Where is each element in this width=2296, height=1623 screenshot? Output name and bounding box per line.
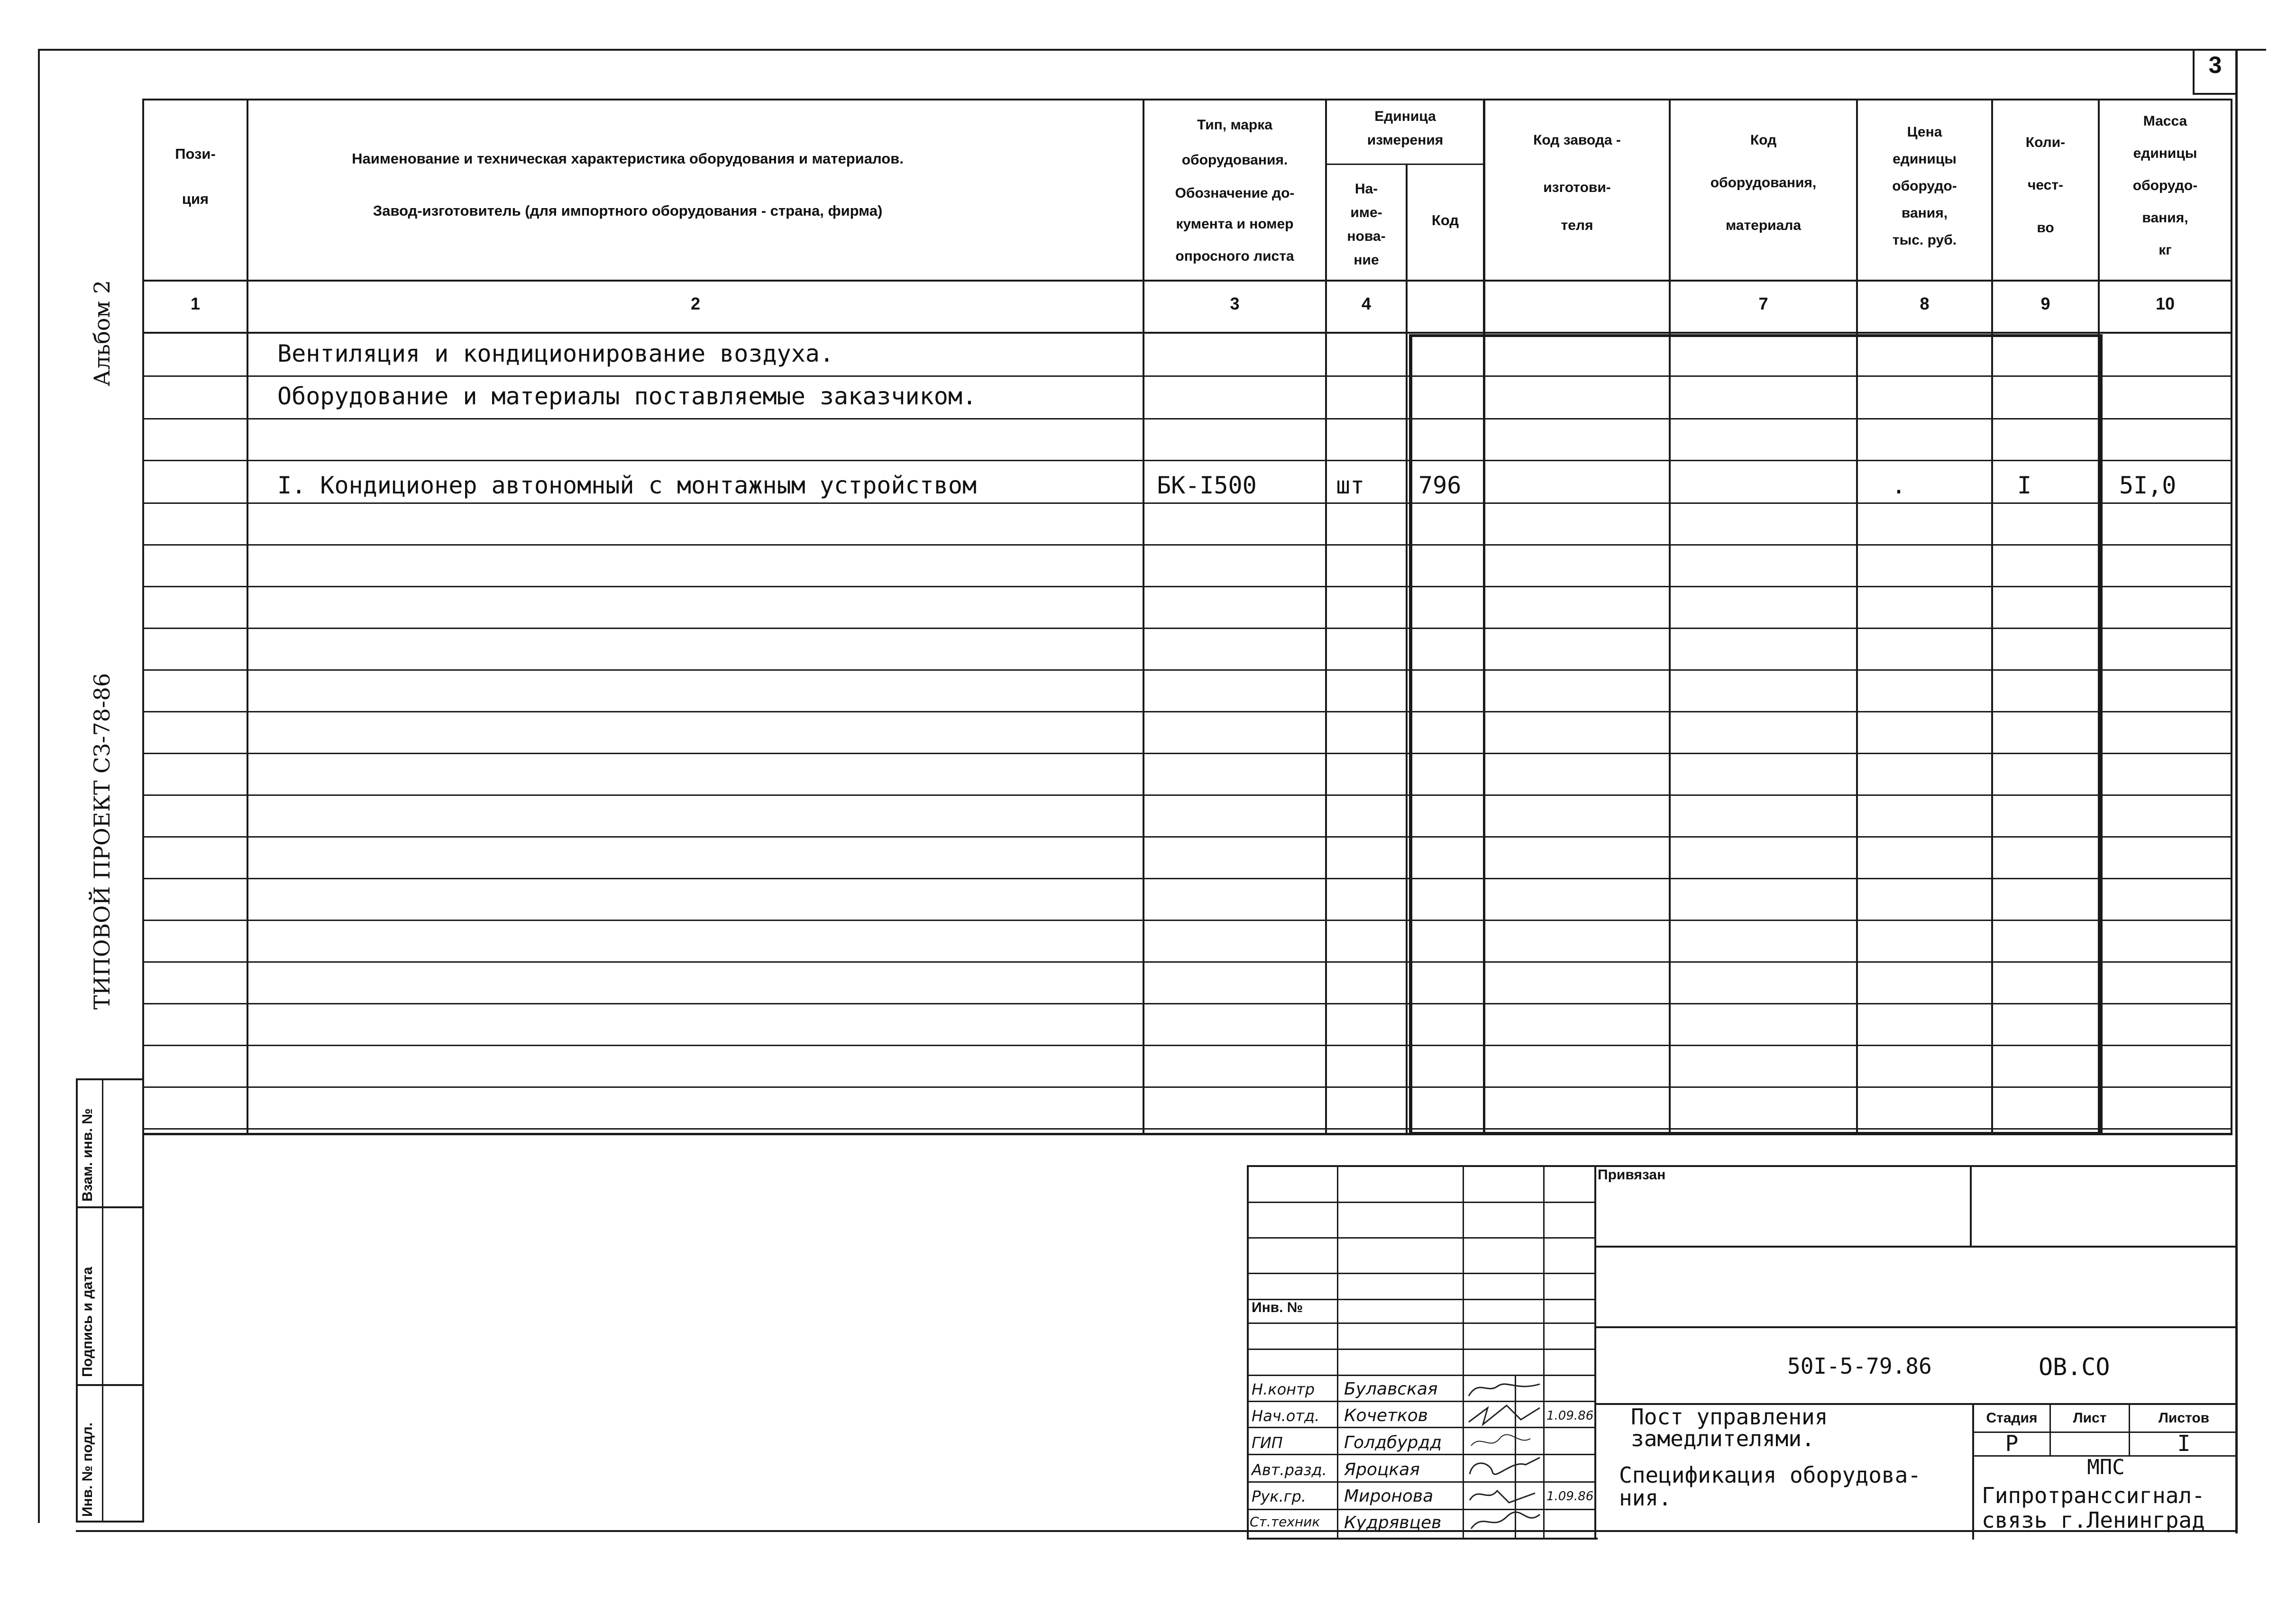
table-row-section-supplied: Оборудование и материалы поставляемые заказчиком.	[277, 383, 977, 410]
hdr-c3-e: опросного листа	[1175, 248, 1294, 264]
title-block-row-line	[1247, 1202, 1595, 1203]
tb-sheets-header: Листов	[2158, 1410, 2210, 1426]
table-row-item-type: БК-I500	[1157, 472, 1257, 499]
table-row-line	[142, 711, 2232, 712]
page-number: 3	[2208, 52, 2222, 78]
stamp-col-right2	[142, 1078, 144, 1523]
tbl-v4	[1406, 164, 1408, 1134]
tbl-v8	[1991, 99, 1993, 1134]
hdr-unit-b: измерения	[1367, 132, 1444, 148]
tb-doc-mark: ОВ.СО	[2039, 1353, 2110, 1381]
tbl-v6	[1669, 99, 1671, 1134]
hdr-c4-b: име-	[1350, 205, 1382, 220]
frame-bottom-line	[76, 1530, 2238, 1532]
hdr-c6-b: изготови-	[1543, 180, 1611, 195]
table-row-line	[142, 1045, 2232, 1046]
tb-col-sign-l	[1337, 1165, 1338, 1540]
tb-top	[1247, 1165, 2238, 1167]
hdr-c4-d: ние	[1354, 252, 1379, 268]
date-nach-otd: 1.09.86	[1546, 1409, 1594, 1423]
table-row-line	[142, 836, 2232, 838]
hdr-c10-c: оборудо-	[2132, 178, 2198, 193]
hdr-c8-c: оборудо-	[1892, 178, 1957, 194]
stamp-podpis: Подпись и дата	[80, 1267, 95, 1377]
table-row-item-qty: I	[2017, 472, 2032, 499]
tb-sheet-title-2: ния.	[1619, 1485, 1672, 1511]
stamp-col-left	[76, 1078, 78, 1523]
hdr-c10-d: вания,	[2142, 210, 2188, 226]
hdr-c4-c: нова-	[1347, 228, 1386, 244]
table-row-line	[142, 669, 2232, 671]
hdr-c3-d: кумента и номер	[1176, 216, 1294, 232]
tb-sheet-header: Лист	[2073, 1410, 2107, 1426]
table-row-item-mass: 5I,0	[2119, 472, 2177, 499]
table-row-line	[142, 920, 2232, 921]
stamp-bottom	[76, 1521, 142, 1523]
tb-privyazan-div	[1970, 1165, 1972, 1247]
header-bottom	[142, 280, 2232, 282]
project-label: ТИПОВОЙ ПРОЕКТ СЗ-78-86	[89, 673, 115, 1010]
hdr-c1-a: Пози-	[175, 146, 216, 162]
name-n-kontr: Булавская	[1344, 1379, 1438, 1399]
colnum-2: 2	[690, 294, 701, 313]
tb-privyazan-bottom	[1594, 1246, 2238, 1248]
tb-org-1: МПС	[2087, 1455, 2125, 1479]
tbl-v0	[142, 99, 144, 1134]
signature-3	[1471, 1435, 1530, 1446]
table-row-line	[142, 794, 2232, 796]
hdr-c3-c: Обозначение до-	[1175, 185, 1295, 201]
title-block-row-line	[1247, 1273, 1595, 1274]
table-row-line	[142, 375, 2232, 377]
hdr-c8-d: вания,	[1901, 205, 1948, 221]
colnum-1: 1	[190, 294, 201, 313]
table-row-line	[142, 1086, 2232, 1088]
hdr-c8-a: Цена	[1907, 124, 1942, 140]
tbl-v10	[2231, 99, 2232, 1134]
colnum-10: 10	[2155, 294, 2175, 313]
hdr-c3-a: Тип, марка	[1197, 117, 1272, 133]
table-row-item-name: I. Кондиционер автономный с монтажным устройством	[277, 472, 977, 499]
role-avt-razd: Авт.разд.	[1252, 1461, 1327, 1479]
hdr-c3-b: оборудования.	[1181, 152, 1288, 168]
tb-object-title-1: Пост управления	[1631, 1404, 1828, 1430]
hdr-c8-b: единицы	[1893, 151, 1957, 167]
tb-object-title-2: замедлителями.	[1631, 1426, 1815, 1451]
tb-stage-value: Р	[2005, 1431, 2019, 1456]
title-block-row-line	[1247, 1237, 1595, 1239]
hdr-c7-b: оборудования,	[1710, 175, 1817, 191]
table-row-line	[142, 1133, 2232, 1135]
tb-doc-code: 50I-5-79.86	[1787, 1353, 1932, 1379]
tbl-heavy-top	[1409, 334, 2103, 337]
stamp-sep2	[76, 1384, 142, 1386]
name-ruk-gr: Миронова	[1344, 1486, 1434, 1506]
table-row-line	[142, 460, 2232, 461]
page-box-bottom	[2193, 93, 2238, 95]
hdr-c2-a: Наименование и техническая характеристика оборудования и материалов.	[352, 150, 904, 167]
signature-5	[1470, 1491, 1535, 1503]
table-row-section-ventilation: Вентиляция и кондиционирование воздуха.	[277, 340, 834, 367]
tbl-top	[142, 99, 2232, 100]
hdr-c8-e: тыс. руб.	[1892, 232, 1957, 248]
name-nach-otd: Кочетков	[1344, 1406, 1428, 1425]
role-nach-otd: Нач.отд.	[1252, 1407, 1320, 1425]
hdr-c2-b: Завод-изготовитель (для импортного оборудования - страна, фирма)	[373, 202, 883, 219]
date-ruk-gr: 1.09.86	[1546, 1489, 1594, 1504]
colnum-3: 3	[1230, 294, 1240, 313]
table-row-item-unit-name: шт	[1336, 472, 1365, 499]
hdr-c10-a: Масса	[2143, 113, 2187, 129]
title-block-row-line	[1247, 1322, 1595, 1324]
signature-marks	[1464, 1375, 1545, 1538]
role-n-kontr: Н.контр	[1252, 1380, 1315, 1398]
frame-left-line	[38, 49, 40, 1523]
table-row-line	[142, 753, 2232, 754]
tbl-heavy-left	[1409, 334, 1412, 1135]
unit-group-line	[1325, 164, 1485, 165]
table-row-line	[142, 961, 2232, 963]
hdr-c1-b: ция	[182, 191, 209, 207]
stamp-inv-podl: Инв. № подл.	[80, 1422, 95, 1517]
hdr-c9-a: Коли-	[2025, 135, 2066, 150]
hdr-c9-c: во	[2037, 220, 2054, 236]
tb-org-3: связь г.Ленинград	[1982, 1507, 2205, 1533]
hdr-c7-a: Код	[1750, 132, 1777, 148]
tb-col-main	[1594, 1165, 1596, 1540]
table-row-line	[142, 544, 2232, 546]
signature-2	[1469, 1405, 1540, 1424]
tb-left	[1247, 1165, 1249, 1540]
hdr-c5: Код	[1431, 212, 1459, 228]
hdr-c7-c: материала	[1725, 218, 1802, 233]
hdr-c6-c: теля	[1561, 218, 1593, 233]
hdr-c4-a: На-	[1354, 181, 1378, 197]
tbl-v1	[247, 99, 248, 1134]
tb-stage-header: Стадия	[1986, 1410, 2038, 1426]
colnum-9: 9	[2040, 294, 2050, 313]
role-st-tekhnik: Ст.техник	[1250, 1514, 1320, 1530]
tbl-heavy-right	[2099, 334, 2103, 1135]
table-row-line	[142, 628, 2232, 629]
hdr-c9-b: чест-	[2027, 177, 2064, 193]
name-gip: Голдбурдд	[1344, 1433, 1442, 1452]
frame-right-line	[2235, 50, 2238, 1533]
table-row-item-price: .	[1892, 472, 1906, 499]
hdr-unit-a: Единица	[1374, 109, 1436, 124]
stamp-top	[76, 1078, 142, 1080]
tb-code-top	[1594, 1326, 2238, 1328]
colnum-7: 7	[1758, 294, 1768, 313]
table-row-item-unit-code: 796	[1418, 472, 1462, 499]
album-label: Альбом 2	[89, 280, 115, 386]
tb-inv-no: Инв. №	[1252, 1300, 1303, 1315]
hdr-c6-a: Код завода -	[1533, 132, 1621, 148]
table-row-line	[142, 1128, 2232, 1130]
name-avt-razd: Яроцкая	[1344, 1460, 1420, 1479]
stamp-col-right	[102, 1078, 103, 1523]
signature-4	[1470, 1458, 1540, 1474]
role-gip: ГИП	[1252, 1434, 1283, 1452]
tb-org-2: Гипротранссигнал-	[1982, 1483, 2205, 1508]
tb-privyazan: Привязан	[1598, 1167, 1666, 1183]
hdr-c10-e: кг	[2159, 242, 2172, 258]
tb-sheets-value: I	[2177, 1431, 2191, 1456]
stamp-sep1	[76, 1206, 142, 1208]
title-block-row-line	[1247, 1349, 1595, 1350]
table-row-line	[142, 1003, 2232, 1004]
tb-sheet-title-1: Спецификация оборудова-	[1619, 1462, 1921, 1488]
tbl-v5	[1483, 99, 1485, 1134]
table-row-line	[142, 586, 2232, 587]
colnum-4: 4	[1361, 294, 1372, 313]
table-row-line	[142, 878, 2232, 879]
signature-1	[1469, 1384, 1540, 1396]
hdr-c10-b: единицы	[2133, 146, 2197, 161]
colnum-bottom	[142, 332, 2232, 334]
table-row-line	[142, 418, 2232, 419]
name-st-tekhnik: Кудрявцев	[1344, 1513, 1442, 1532]
stamp-vzam: Взам. инв. №	[80, 1108, 95, 1202]
frame-top-line	[38, 49, 2266, 51]
role-ruk-gr: Рук.гр.	[1252, 1487, 1307, 1505]
signature-6	[1471, 1512, 1540, 1529]
colnum-8: 8	[1920, 294, 1930, 313]
tb-bottom	[1247, 1538, 1598, 1540]
table-row-line	[142, 502, 2232, 504]
